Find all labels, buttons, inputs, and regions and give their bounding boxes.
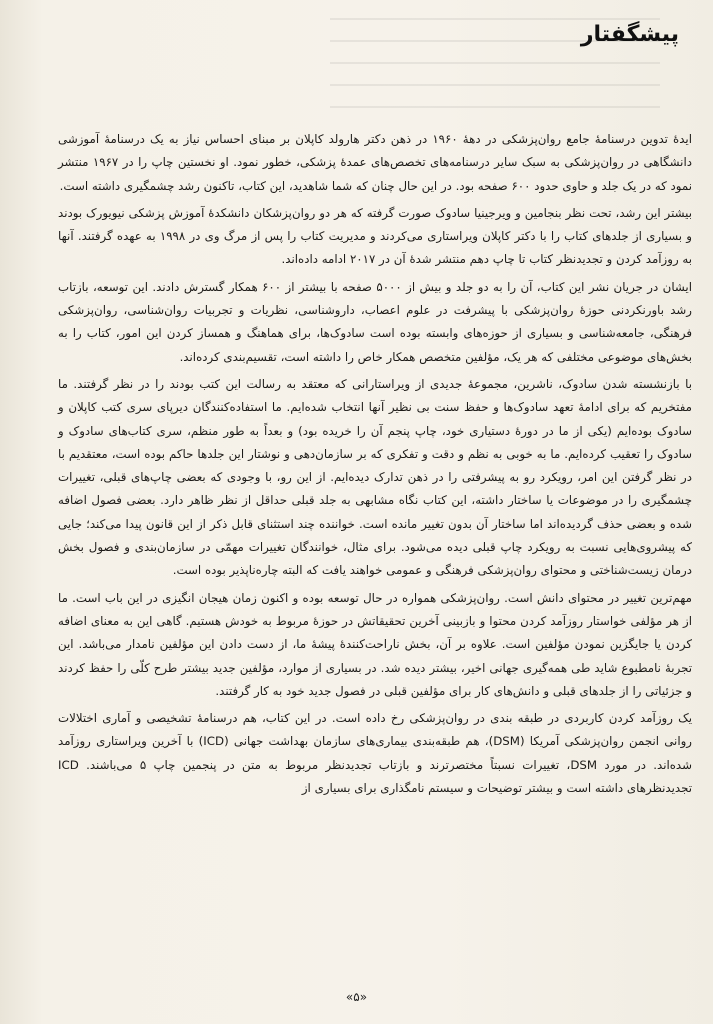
paragraph-2: بیشتر این رشد، تحت نظر بنجامین و ویرجینیا سادوک صورت گرفته که هر دو روان‌پزشکان دانشکدهٔ آموزش پزشکی نیویورک بودند و بسیاری از جلدهای کتاب را با دکتر کاپلان ویراستاری می‌کردند و مدیریت کتاب را پس از مرگ وی در ۱۹۹۸ به عهده گرفتند. آنها به روزآمد کردن و تجدیدنظر کتاب تا چاپ دهم منتشر شدهٔ آن در ۲۰۱۷ ادامه داده‌اند. bbox=[58, 205, 692, 267]
paragraph-1: ایدهٔ تدوین درسنامهٔ جامع روان‌پزشکی در دههٔ ۱۹۶۰ در ذهن دکتر هارولد کاپلان بر مبنای احساس نیاز به یک درسنامهٔ آموزشی دانشگاهی در روان‌پزشکی به سبک سایر درسنامه‌های تخصص‌های عمدهٔ پزشکی، خطور نمود. او نخستین چاپ را در ۱۹۶۷ منتشر نمود که در یک جلد و حاوی حدود ۶۰۰ صفحه بود. در این حال چنان که شما شاهدید، این کتاب، تاکنون رشد چشمگیری داشته است. bbox=[58, 132, 692, 193]
preface-body bbox=[58, 128, 692, 800]
paragraph-6: یک روزآمد کردن کاربردی در طبقه بندی در روان‌پزشکی رخ داده است. در این کتاب، هم درسنامهٔ تشخیصی و آماری اختلالات روانی انجمن روان‌پزشکی آمریکا (DSM)، هم طبقه‌بندی بیماری‌های سازمان بهداشت جهانی (ICD) با آخرین ویراستاری روزآمد شده‌اند. در مورد DSM، تغییرات نسبتاً مختصرترند و بازتاب تجدیدنظر مربوط به متن در پنجمین چاپ ۵ می‌باشند. ICD تجدیدنظرهای داشته است و بیشتر توضیحات و سیستم نامگذاری برای بسیاری از bbox=[58, 711, 693, 796]
page-number: «۵» bbox=[345, 990, 368, 1004]
paragraph-5: مهم‌ترین تغییر در محتوای دانش است. روان‌پزشکی همواره در حال توسعه بوده و اکنون زمان هیجان انگیزی در این باب است. ما از هر مؤلفی خواستار روزآمد کردن محتوا و بازبینی آخرین تحقیقاتش در حوزهٔ مربوط به خودش هستیم. گاهی این به معنای اضافه کردن یا جایگزین نمودن مؤلفین است. علاوه بر آن، بخش ناراحت‌کنندهٔ پیشهٔ ما، از دست دادن این مؤلفین نامدار می‌باشد. این تجربهٔ نامطبوع شاید طی همه‌گیری جهانی اخیر، بیشتر دیده شد. در بسیاری از موارد، مؤلفین جدید بیشتر طرح کلّی را حفظ کردند و جزئیاتی را از جلدهای قبلی و دانش‌های کار برای مؤلفین قبلی در فصول جدید خود به کار گرفتند. bbox=[58, 590, 692, 698]
paragraph-3: ایشان در جریان نشر این کتاب، آن را به دو جلد و بیش از ۵۰۰۰ صفحه با بیشتر از ۶۰۰ همکار گسترش دادند. این توسعه، بازتاب رشد باورنکردنی حوزهٔ روان‌پزشکی با پیشرفت در علوم اعصاب، داروشناسی، نظریات و تجربیات روان‌شناسی، روان‌پزشکی فرهنگی، جامعه‌شناسی و بسیاری از حوزه‌های وابسته بوده است سادوک‌ها، برای هماهنگ و همساز کردن این امور، کتاب را به بخش‌های موضوعی مختلفی که هر یک، مؤلفین متخصص همکار خاص را داشته است، تقسیم‌بندی کرده‌اند. bbox=[58, 279, 692, 364]
page-title: پیشگفتار bbox=[580, 22, 679, 47]
paragraph-4: با بازنشسته شدن سادوک، ناشرین، مجموعهٔ جدیدی از ویراستارانی که معتقد به رسالت این کتب بودند را در نظر گرفتند. ما مفتخریم که برای ادامهٔ تعهد سادوک‌ها و حفظ سنت بی نظیر آنها انتخاب شده‌ایم. ما استفاده‌کنندگان دیرپای سری کتب کاپلان و سادوک بوده‌ایم (یکی از ما در دورهٔ دستیاری خود، چاپ پنجم آن را خریده بود) و بعداً به طور منظم، سری کتاب‌های سادوک و سادوک را تعقیب کرده‌ایم. ما به خوبی به نظم و دقت و تفکری که بر سازمان‌دهی و نوشتار این جلدها حاکم بوده است، معتقدیم با در نظر گرفتن این امر، رویکرد رو به پیشرفتی را در ذهن تدارک دیده‌ایم. از این رو، با وجودی که بعضی چاپ‌های قبلی، تغییرات چشمگیری را در موضوعات یا ساختار داشته، این کتاب نگاه مشابهی به جلد قبلی حداقل از نظر ظاهر دارد. بعضی فصول اضافه شده و بعضی حذف گردیده‌اند اما ساختار آن بدون تغییر مانده است. خواننده چند استثنای قابل ذکر از این قانون پیدا می‌کند؛ جایی که پیشروی‌هایی نسبت به رویکرد چاپ قبلی دیده می‌شود. برای مثال، خوانندگان تغییرات مهمّی در سازمان‌بندی و فصول بخش درمان زیست‌شناختی و محتوای روان‌پزشکی فرهنگی و عمومی خواهند یافت که البته چاره‌ناپذیر بوده است. bbox=[58, 376, 692, 578]
